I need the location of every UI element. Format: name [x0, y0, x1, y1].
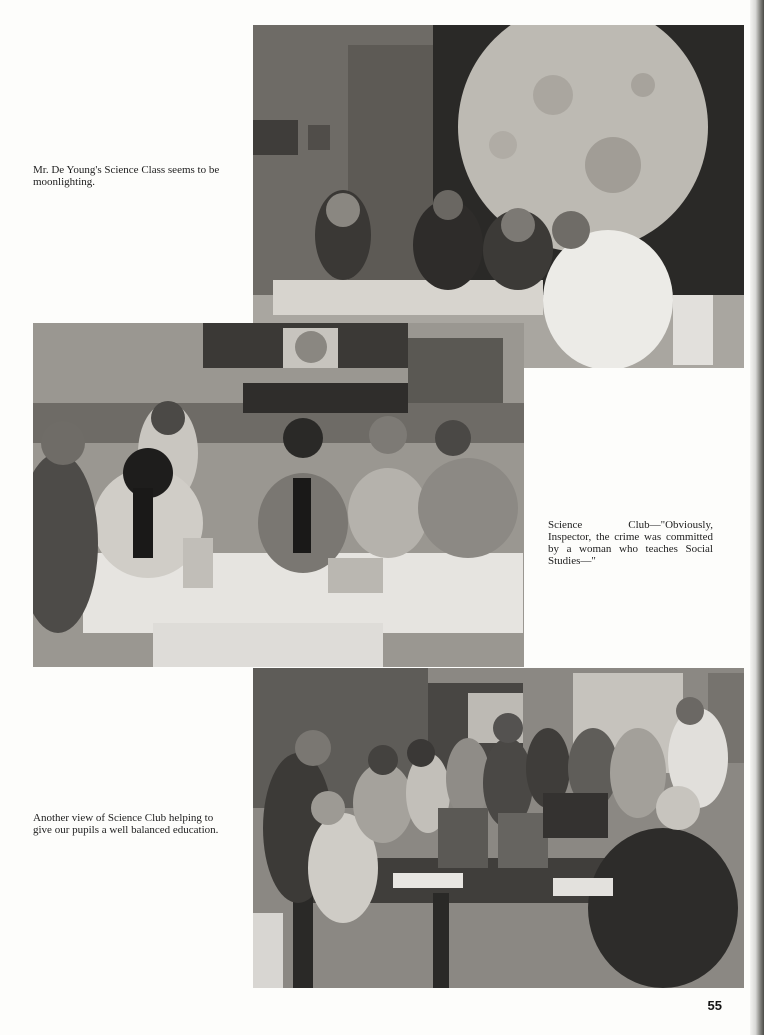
caption-science-club-view: Another view of Science Club helping to give our pupils a well balanced education.: [33, 812, 219, 836]
photo-science-club-microscopes: [33, 323, 524, 667]
page-number: 55: [707, 998, 722, 1013]
photo-science-club-lab: [253, 668, 744, 988]
page-edge: [750, 0, 764, 1035]
photo-science-class-moon: [253, 25, 744, 368]
caption-science-class: Mr. De Young's Science Class seems to be moonlighting.: [33, 164, 220, 188]
caption-science-club: Science Club—"Obviously, Inspector, the crime was committed by a woman who teaches Social Studies—": [548, 519, 713, 567]
